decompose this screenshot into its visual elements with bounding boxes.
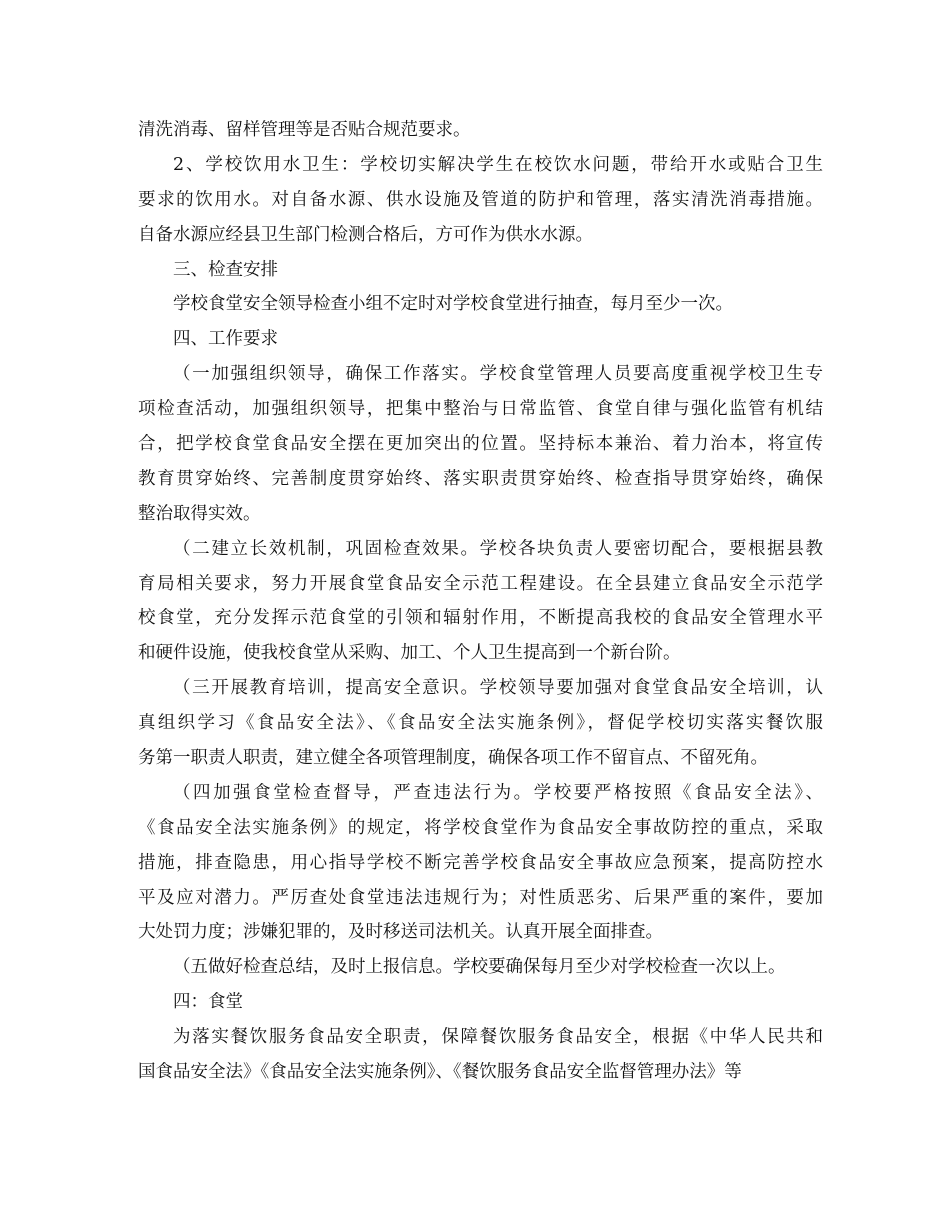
text-line: 育局相关要求，努力开展食堂食品安全示范工程建设。在全县建立食品安全示范学: [138, 573, 823, 594]
text-line: 务第一职责人职责，建立健全各项管理制度，确保各项工作不留盲点、不留死角。: [138, 748, 768, 769]
text-line: 四：食堂: [173, 992, 243, 1013]
text-line: 学校食堂安全领导检查小组不定时对学校食堂进行抽查，每月至少一次。: [173, 294, 733, 315]
text-line: 2、学校饮用水卫生：学校切实解决学生在校饮水问题，带给开水或贴合卫生: [173, 154, 823, 175]
text-line: 合，把学校食堂食品安全摆在更加突出的位置。坚持标本兼治、着力治本，将宣传: [138, 434, 823, 455]
text-line: 三、检查安排: [173, 259, 278, 280]
text-line: 国食品安全法》《食品安全法实施条例》、《餐饮服务食品安全监督管理办法》等: [138, 1062, 742, 1083]
para-requirement-2: [138, 532, 823, 672]
text-line: 整治取得实效。: [138, 503, 261, 524]
text-line: 大处罚力度；涉嫌犯罪的，及时移送司法机关。认真开展全面排查。: [138, 922, 663, 943]
text-line: 要求的饮用水。对自备水源、供水设施及管道的防护和管理，落实清洗消毒措施。: [138, 189, 823, 210]
para-tail-hygiene: [138, 113, 823, 148]
text-line: （一加强组织领导，确保工作落实。学校食堂管理人员要高度重视学校卫生专: [173, 364, 823, 385]
text-line: 清洗消毒、留样管理等是否贴合规范要求。: [138, 120, 471, 140]
text-line: 措施，排查隐患，用心指导学校不断完善学校食品安全事故应急预案，提高防控水: [138, 852, 823, 873]
document-body: [138, 113, 823, 1090]
para-requirement-1: [138, 357, 823, 531]
para-drinking-water: [138, 148, 823, 253]
para-requirement-4: [138, 776, 823, 950]
text-line: （三开展教育培训，提高安全意识。学校领导要加强对食堂食品安全培训，认: [173, 678, 823, 699]
para-requirement-5: [138, 950, 823, 985]
text-line: 四、工作要求: [173, 329, 278, 350]
para-canteen-intro: [138, 1020, 823, 1090]
text-line: 和硬件设施，使我校食堂从采购、加工、个人卫生提高到一个新台阶。: [138, 643, 681, 664]
text-line: 项检查活动，加强组织领导，把集中整治与日常监管、食堂自律与强化监管有机结: [138, 399, 823, 420]
text-line: 教育贯穿始终、完善制度贯穿始终、落实职责贯穿始终、检查指导贯穿始终，确保: [138, 468, 823, 489]
para-requirement-3: [138, 671, 823, 776]
text-line: 自备水源应经县卫生部门检测合格后，方可作为供水水源。: [138, 224, 593, 245]
text-line: （四加强食堂检查督导，严查违法行为。学校要严格按照《食品安全法》、: [173, 782, 823, 803]
text-line: 校食堂，充分发挥示范食堂的引领和辐射作用，不断提高我校的食品安全管理水平: [138, 608, 823, 629]
text-line: 为落实餐饮服务食品安全职责，保障餐饮服务食品安全，根据《中华人民共和: [173, 1027, 823, 1048]
text-line: （五做好检查总结，及时上报信息。学校要确保每月至少对学校检查一次以上。: [173, 957, 786, 978]
heading-inspection-schedule: [138, 253, 823, 288]
heading-work-requirements: [138, 322, 823, 357]
text-line: 《食品安全法实施条例》的规定，将学校食堂作为食品安全事故防控的重点，采取: [138, 817, 823, 838]
text-line: 真组织学习《食品安全法》、《食品安全法实施条例》，督促学校切实落实餐饮服: [138, 713, 823, 734]
text-line: （二建立长效机制，巩固检查效果。学校各块负责人要密切配合，要根据县教: [173, 538, 823, 559]
para-inspection-schedule: [138, 287, 823, 322]
heading-canteen: [138, 985, 823, 1020]
text-line: 平及应对潜力。严厉查处食堂违法违规行为；对性质恶劣、后果严重的案件，要加: [138, 887, 823, 908]
